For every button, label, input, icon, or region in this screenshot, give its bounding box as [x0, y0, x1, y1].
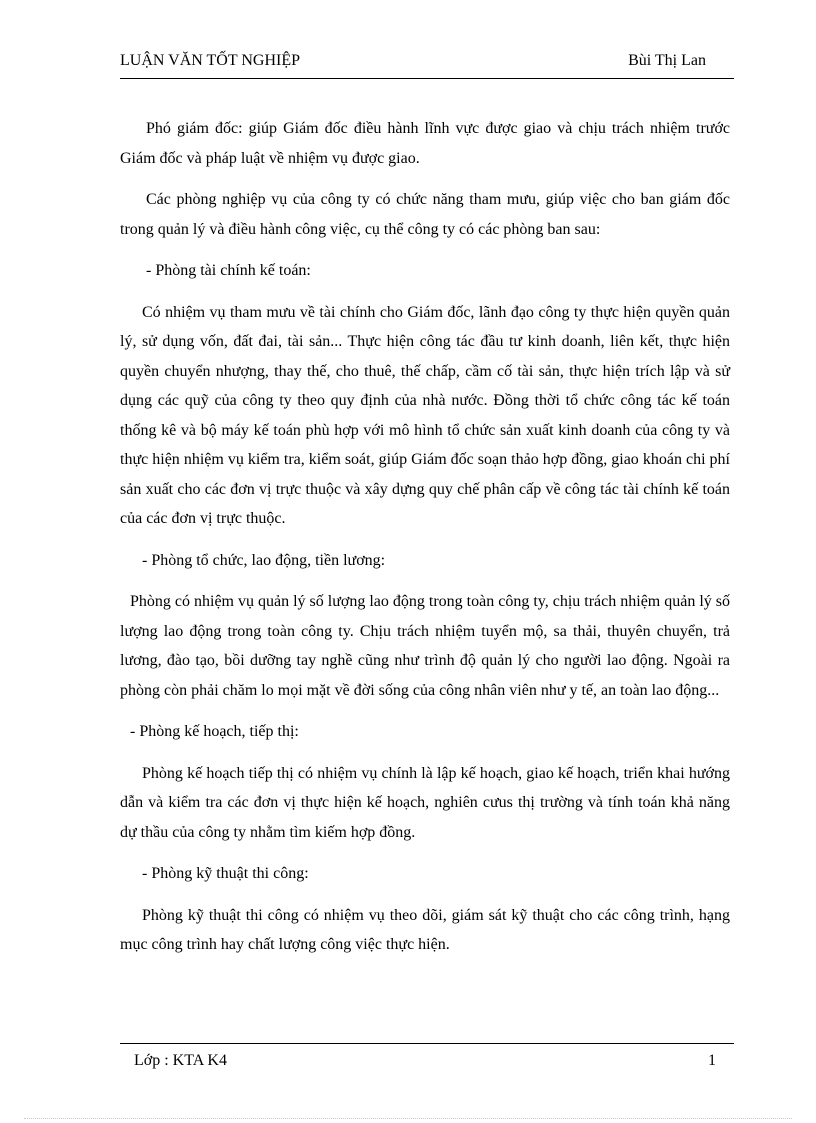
heading-construction-technical: - Phòng kỹ thuật thi công:	[142, 865, 309, 882]
page-number: 1	[708, 1052, 716, 1069]
author-name: Bùi Thị Lan	[628, 52, 706, 69]
paragraph-departments-intro: Các phòng nghiệp vụ của công ty có chức năng tham mưu, giúp việc cho ban giám đốc trong quản lý và điều hành công việc, cụ thể công ty có các phòng ban sau:	[120, 191, 730, 238]
paragraph-construction-technical: Phòng kỹ thuật thi công có nhiệm vụ theo dõi, giám sát kỹ thuật cho các công trình, hạng mục công trình hay chất lượng công việc thực hiện.	[120, 906, 730, 953]
paragraph-finance-accounting: Có nhiệm vụ tham mưu về tài chính cho Giám đốc, lãnh đạo công ty thực hiện quyền quản lý, sử dụng vốn, đất đai, tài sản... Thực hiện công tác đầu tư kinh doanh, liên kết, thực hiện quyền chuyển nhượng, thay thế, cho thuê, thế chấp, cầm cố tài sản, thực hiện trích lập và sử dụng các quỹ của công ty theo quy định của nhà nước. Đồng thời tổ chức công tác kế toán thống kê và bộ máy kế toán phù hợp với mô hình tổ chức sản xuất kinh doanh của công ty và thực hiện nhiệm vụ kiểm tra, kiểm soát, giúp Giám đốc soạn thảo hợp đồng, giao khoán chi phí sản xuất cho các đơn vị trực thuộc và xây dựng quy chế phân cấp về công tác tài chính kế toán của các đơn vị trực thuộc.	[120, 303, 730, 527]
page-footer	[120, 1043, 734, 1069]
heading-planning-marketing: - Phòng kế hoạch, tiếp thị:	[130, 723, 299, 740]
heading-organization-labor: - Phòng tổ chức, lao động, tiền lương:	[142, 551, 386, 569]
paragraph-planning-marketing: Phòng kế hoạch tiếp thị có nhiệm vụ chính là lập kế hoạch, giao kế hoạch, triển khai hướng dẫn và kiểm tra các đơn vị thực hiện kế hoạch, nghiên cưus thị trường và tính toán khả năng dự thầu của công ty nhằm tìm kiếm hợp đồng.	[120, 764, 730, 841]
page-edge-divider	[24, 1118, 792, 1119]
thesis-title: LUẬN VĂN TỐT NGHIỆP	[120, 52, 300, 69]
page-header	[120, 52, 734, 79]
heading-finance-accounting: - Phòng tài chính kế toán:	[146, 262, 311, 279]
page-body	[120, 114, 730, 972]
class-label: Lớp : KTA K4	[134, 1052, 227, 1069]
paragraph-organization-labor: Phòng có nhiệm vụ quản lý số lượng lao động trong toàn công ty, chịu trách nhiệm quản lý số lượng lao động trong toàn công ty. Chịu trách nhiệm tuyển mộ, sa thải, thuyên chuyển, trả lương, đào tạo, bồi dưỡng tay nghề cũng như trình độ quản lý cho người lao động. Ngoài ra phòng còn phải chăm lo mọi mặt về đời sống của công nhân viên như y tế, an toàn lao động...	[120, 593, 731, 699]
paragraph-deputy-director: Phó giám đốc: giúp Giám đốc điều hành lĩnh vực được giao và chịu trách nhiệm trước Giám đốc và pháp luật về nhiệm vụ được giao.	[120, 120, 730, 167]
